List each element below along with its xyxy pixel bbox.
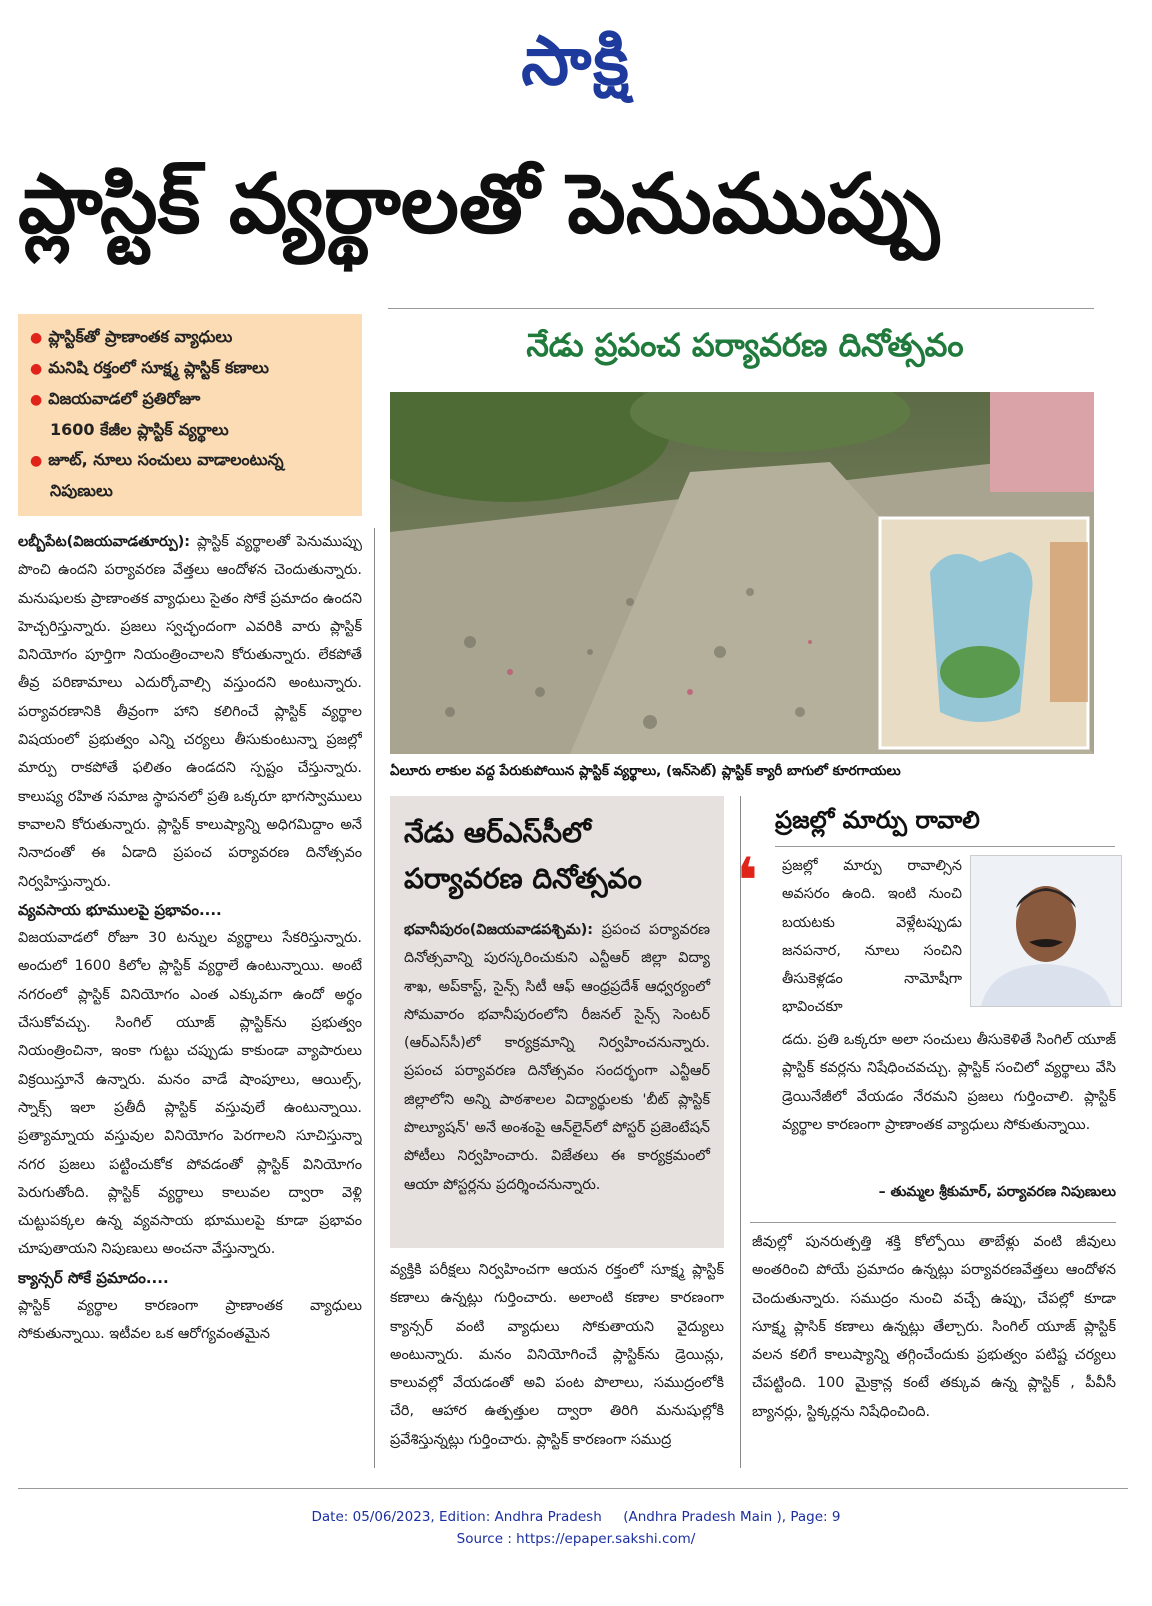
bullet-icon: ● [30, 330, 43, 346]
footer-date-edition: Date: 05/06/2023, Edition: Andhra Pradesh (Andhra Pradesh Main ), Page: 9 [311, 1509, 841, 1525]
article-paragraph: వ్యక్తికి పరీక్షలు నిర్వహించగా ఆయన రక్తంలో సూక్ష్మ ప్లాస్టిక్ కణాలు ఉన్నట్లు గుర్తించారు. అలాంటి కణాల కారణంగా క్యాన్సర్ వంటి వ్యాధులు సోకుతాయని వైద్యులు అంటున్నారు. మనం వినియోగించే ప్లాస్టిక్‌ను డ్రెయిన్లు, కాలువల్లో వేయడంతో అవి పంట పొలాలు, సముద్రంలోకి చేరి, ఆహార ఉత్పత్తుల ద్వారా తిరిగి మనుషుల్లోకి ప్రవేశిస్తున్నట్లు గుర్తించారు. ప్లాస్టిక్ కారణంగా సముద్ర [390, 1262, 724, 1448]
headline: ప్లాస్టిక్ వ్యర్థాలతో పెనుముప్పు [18, 157, 940, 252]
section-heading: క్యాన్సర్ సోకే ప్రమాదం.... [18, 1268, 169, 1287]
photo-plastic-waste [390, 392, 1094, 754]
divider [750, 1222, 1116, 1223]
bullet-icon: ● [30, 361, 43, 377]
rsc-event-box [390, 796, 724, 1248]
photo-caption: ఏలూరు లాకుల వద్ద పేరుకుపోయిన ప్లాస్టిక్ వ్యర్థాలు, (ఇన్‌సెట్) ప్లాస్టిక్ క్యారీ బాగులో కూరగాయలు [390, 763, 901, 779]
bullet-icon: ● [30, 453, 43, 469]
highlights-box [18, 314, 362, 516]
box-body [404, 916, 710, 1199]
bullet-icon: ● [30, 392, 43, 408]
section-heading: వ్యవసాయ భూములపై ప్రభావం.... [18, 900, 222, 919]
waste-scene-graphic [390, 392, 1094, 754]
divider [388, 308, 1094, 309]
article-paragraph: ప్రపంచ పర్యావరణ దినోత్సవాన్ని పురస్కరించుకుని ఎన్టీఆర్ జిల్లా విద్యా శాఖ, అప్‌కాస్ట్, సైన్స్ సిటీ ఆఫ్ ఆంధ్రప్రదేశ్ ఆధ్వర్యంలో సోమవారం భవానీపురంలోని రీజనల్ సైన్స్ సెంటర్ (ఆర్ఎస్‌సీ)లో కార్యక్రమాన్ని నిర్వహించనున్నారు. ప్రపంచ పర్యావరణ దినోత్సవం సందర్భంగా ఎన్టీఆర్ జిల్లాలోని అన్ని పాఠశాలల విద్యార్థులకు 'బీట్ ప్లాస్టిక్ పొల్యూషన్' అనే అంశంపై ఆన్‌లైన్‌లో పోస్టర్ ప్రజెంటేషన్ పోటీలు నిర్వహించారు. విజేతలు ఈ కార్యక్రమంలో ఆయా పోస్టర్లను ప్రదర్శించనున్నారు. [404, 922, 710, 1193]
highlight-item-cont: 1600 కేజీల ప్లాస్టిక్ వ్యర్థాలు [50, 420, 229, 439]
quote-title: ప్రజల్లో మార్పు రావాలి [775, 806, 980, 834]
quote-text-narrow: ప్రజల్లో మార్పు రావాల్సిన అవసరం ఉంది. ఇంటి నుంచి బయటకు వెళ్లేటప్పుడు జనపనార, నూలు సంచిని తీసుకెళ్లడం నామోషీగా భావించకూ [782, 858, 962, 1016]
quote-mark-icon: ❛ [736, 845, 759, 919]
article-paragraph: విజయవాడలో రోజూ 30 టన్నుల వ్యర్థాలు సేకరిస్తున్నారు. అందులో 1600 కిలోల ప్లాస్టిక్ వ్యర్థాలే ఉంటున్నాయి. అంటే నగరంలో ప్లాస్టిక్ వినియోగం ఎంత ఎక్కువగా ఉందో అర్థం చేసుకోవచ్చు. సింగిల్ యూజ్ ప్లాస్టిక్‌ను ప్రభుత్వం నియంత్రించినా, ఇంకా గుట్టు చప్పుడు కాకుండా వ్యాపారులు విక్రయిస్తూనే ఉన్నారు. మనం వాడే షాంపూలు, ఆయిల్స్, స్నాక్స్ ఇలా ప్రతీదీ ప్లాస్టిక్ వస్తువులే ఉంటున్నాయి. ప్రత్యామ్నాయ వస్తువుల వినియోగం పెరగాలని సూచిస్తున్నా నగర ప్రజలు పట్టించుకోక పోవడంతో ప్లాస్టిక్ వినియోగం పెరుగుతోంది. ప్లాస్టిక్ వ్యర్థాలు కాలువల ద్వారా వెళ్లి చుట్టుపక్కల ఉన్న వ్యవసాయ భూములపై కూడా ప్రభావం చూపుతాయని నిపుణులు అంచనా వేస్తున్నారు. [18, 930, 362, 1258]
box-title-line2: పర్యావరణ దినోత్సవం [404, 862, 642, 895]
highlight-item: ● ప్లాస్టిక్‌తో ప్రాణాంతక వ్యాధులు [30, 327, 233, 346]
right-column-continued [752, 1228, 1116, 1468]
quote-signature: – తుమ్మల శ్రీకుమార్, పర్యావరణ నిపుణులు [878, 1184, 1116, 1200]
subheading: నేడు ప్రపంచ పర్యావరణ దినోత్సవం [526, 326, 964, 364]
footer-source: Source : https://epaper.sakshi.com/ [456, 1531, 696, 1547]
person-icon [971, 856, 1121, 1006]
divider [775, 846, 1115, 847]
column-divider [374, 528, 375, 1468]
article-paragraph: ప్లాస్టిక్ వ్యర్థాలతో పెనుముప్పు పొంచి ఉందని పర్యావరణ వేత్తలు ఆందోళన చెందుతున్నారు. మనుషులకు ప్రాణాంతక వ్యాధులు సైతం సోకే ప్రమాదం ఉందని హెచ్చరిస్తున్నారు. ప్రజలు స్వచ్ఛందంగా ఎవరికి వారు ప్లాస్టిక్ వినియోగం పూర్తిగా నియంత్రించాలని కోరుతున్నారు. లేకపోతే తీవ్ర పరిణామాలు ఎదుర్కోవాల్సి వస్తుందని అంటున్నారు. పర్యావరణానికి తీవ్రంగా హాని కలిగించే ప్లాస్టిక్ వ్యర్థాల విషయంలో ప్రభుత్వం ఎన్ని చర్యలు తీసుకుంటున్నా ప్రజల్లో మార్పు రాకపోతే ఫలితం ఉండదని స్పష్టం చేస్తున్నారు. కాలుష్య రహిత సమాజ స్థాపనలో ప్రతి ఒక్కరూ భాగస్వాములు కావాలని కోరుతున్నారు. ప్లాస్టిక్ కాలుష్యాన్ని అధిగమిద్దాం అనే నినాదంతో ఈ ఏడాది ప్రపంచ పర్యావరణ దినోత్సవం నిర్వహిస్తున్నారు. [18, 534, 362, 890]
highlight-item: ● జూట్, నూలు సంచులు వాడాలంటున్న [30, 450, 284, 469]
dateline: భవానీపురం(విజయవాడపశ్చిమ): [404, 922, 594, 938]
quote-text: డదు. ప్రతి ఒక్కరూ అలా సంచులు తీసుకెళితే సింగిల్ యూజ్ ప్లాస్టిక్ కవర్లను నిషేధించవచ్చు. ప్లాస్టిక్ సంచిలో వ్యర్థాలు వేసి డ్రెయినేజీలో వేయడం నేరమని ప్రజలు గుర్తించాలి. ప్లాస్టిక్ వ్యర్థాల కారణంగా ప్రాణాంతక వ్యాధులు సోకుతున్నాయి. [782, 1032, 1116, 1133]
footer [0, 1506, 1152, 1550]
article-paragraph: జీవుల్లో పునరుత్పత్తి శక్తి కోల్పోయి తాబేళ్లు వంటి జీవులు అంతరించి పోయే ప్రమాదం ఉన్నట్లు పర్యావరణవేత్తలు ఆందోళన చెందుతున్నారు. సముద్రం నుంచి వచ్చే ఉప్పు, చేపల్లో కూడా సూక్ష్మ ప్లాసిక్ కణాలు ఉన్నట్లు తేల్చారు. సింగిల్ యూజ్ ప్లాస్టిక్ వలన కలిగే కాలుష్యాన్ని తగ్గించేందుకు ప్రభుత్వం పటిష్ట చర్యలు చేపట్టింది. 100 మైక్రాన్ల కంటే తక్కువ ఉన్న ప్లాస్టిక్ , పీవీసీ బ్యానర్లు, స్టిక్కర్లను నిషేధించింది. [752, 1234, 1116, 1420]
inset-photo [880, 518, 1088, 748]
masthead-logo: సాక్షి [521, 22, 631, 101]
left-column [18, 528, 362, 1468]
expert-portrait [970, 855, 1122, 1007]
article-paragraph: ప్లాస్టిక్ వ్యర్థాల కారణంగా ప్రాణాంతక వ్యాధులు సోకుతున్నాయి. ఇటీవల ఒక ఆరోగ్యవంతమైన [18, 1298, 362, 1343]
footer-divider [18, 1488, 1128, 1489]
box-title-line1: నేడు ఆర్ఎస్‌సీలో [404, 816, 591, 849]
highlight-item-cont: నిపుణులు [50, 481, 113, 500]
dateline: లబ్బీపేట(విజయవాడతూర్పు): [18, 534, 191, 550]
middle-column-continued [390, 1256, 724, 1468]
highlight-item: ● విజయవాడలో ప్రతిరోజూ [30, 389, 201, 408]
highlight-item: ● మనిషి రక్తంలో సూక్ష్మ ప్లాస్టిక్ కణాలు [30, 358, 269, 377]
